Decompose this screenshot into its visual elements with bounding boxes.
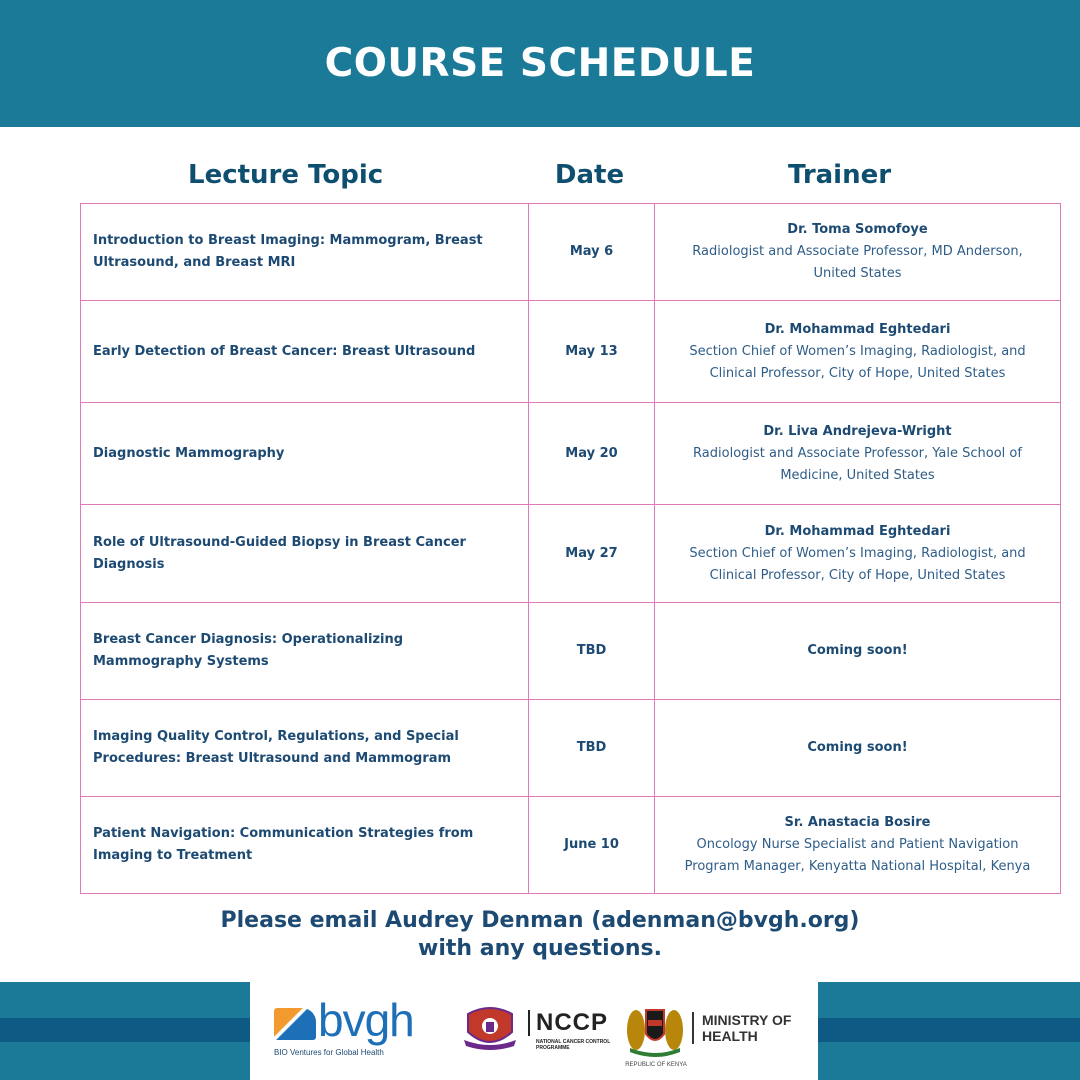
bvgh-logo-text: bvgh [318, 994, 414, 1046]
trainer-cell [655, 603, 1061, 700]
trainer-cell [655, 797, 1061, 894]
lecture-topic-cell: Diagnostic Mammography [81, 403, 529, 505]
lecture-topic-cell: Early Detection of Breast Cancer: Breast Ultrasound [81, 301, 529, 403]
trainer-name: Dr. Mohammad Eghtedari [764, 321, 951, 337]
bvgh-tagline: BIO Ventures for Global Health [274, 1048, 384, 1057]
trainer-name: Dr. Toma Somofoye [787, 222, 928, 237]
lecture-topic-cell: Introduction to Breast Imaging: Mammogram, Breast Ultrasound, and Breast MRI [81, 204, 529, 301]
schedule-table [80, 203, 1061, 894]
ministry-of-health-label [692, 1012, 791, 1044]
date-cell: May 20 [529, 403, 655, 505]
date-cell: TBD [529, 700, 655, 797]
moh-line-2: HEALTH [702, 1028, 758, 1044]
trainer-cell [655, 505, 1061, 603]
trainer-role: Oncology Nurse Specialist and Patient Navigation Program Manager, Kenyatta National Hospital, Kenya [684, 837, 1031, 874]
trainer-name: Dr. Liva Andrejeva-Wright [763, 423, 952, 439]
table-row [81, 301, 1061, 403]
date-cell: May 13 [529, 301, 655, 403]
trainer-role: Section Chief of Women’s Imaging, Radiologist, and Clinical Professor, City of Hope, United States [689, 545, 1026, 583]
trainer-role: Radiologist and Associate Professor, MD Anderson, United States [692, 244, 1023, 281]
date-cell: June 10 [529, 797, 655, 894]
footer-bar [0, 982, 1080, 1080]
nccp-logo-text: NCCP [528, 1010, 608, 1036]
table-row [81, 204, 1061, 301]
trainer-role: Radiologist and Associate Professor, Yale School of Medicine, United States [693, 445, 1022, 483]
table-row [81, 505, 1061, 603]
column-header-date: Date [554, 160, 625, 190]
lecture-topic-cell: Imaging Quality Control, Regulations, and Special Procedures: Breast Ultrasound and Mammogram [81, 700, 529, 797]
contact-note [0, 907, 1080, 963]
table-row [81, 700, 1061, 797]
trainer-name: Sr. Anastacia Bosire [784, 815, 931, 830]
lecture-topic-cell: Patient Navigation: Communication Strategies from Imaging to Treatment [81, 797, 529, 894]
footer-stripe-right [818, 1018, 1080, 1042]
moh-line-1: MINISTRY OF [702, 1012, 792, 1028]
lecture-topic-cell: Role of Ultrasound-Guided Biopsy in Breast Cancer Diagnosis [81, 505, 529, 603]
table-row [81, 603, 1061, 700]
trainer-cell [655, 301, 1061, 403]
trainer-cell [655, 700, 1061, 797]
date-cell: May 27 [529, 505, 655, 603]
trainer-cell [655, 204, 1061, 301]
column-header-topic: Lecture Topic [188, 160, 384, 190]
partner-logos [250, 982, 818, 1080]
bvgh-logo-icon [274, 1008, 316, 1040]
header-banner [0, 0, 1080, 127]
trainer-name: Coming soon! [807, 643, 908, 658]
page-title: COURSE SCHEDULE [324, 41, 756, 86]
kenya-caption: REPUBLIC OF KENYA [625, 1062, 687, 1068]
nccp-subtitle: NATIONAL CANCER CONTROL PROGRAMME [536, 1039, 611, 1051]
trainer-name: Dr. Mohammad Eghtedari [764, 523, 951, 539]
footer-stripe-left [0, 1018, 250, 1042]
kenya-coat-of-arms-icon [622, 1002, 688, 1058]
table-row [81, 403, 1061, 505]
column-header-trainer: Trainer [787, 160, 892, 190]
trainer-cell [655, 403, 1061, 505]
table-row [81, 797, 1061, 894]
contact-line-2: with any questions. [418, 936, 662, 961]
date-cell: May 6 [529, 204, 655, 301]
lecture-topic-cell: Breast Cancer Diagnosis: Operationalizing Mammography Systems [81, 603, 529, 700]
date-cell: TBD [529, 603, 655, 700]
contact-line-1: Please email Audrey Denman (adenman@bvgh.org) [220, 908, 860, 933]
trainer-name: Coming soon! [807, 740, 908, 755]
nccp-emblem-icon [460, 1004, 520, 1054]
trainer-role: Section Chief of Women’s Imaging, Radiologist, and Clinical Professor, City of Hope, United States [689, 343, 1026, 381]
